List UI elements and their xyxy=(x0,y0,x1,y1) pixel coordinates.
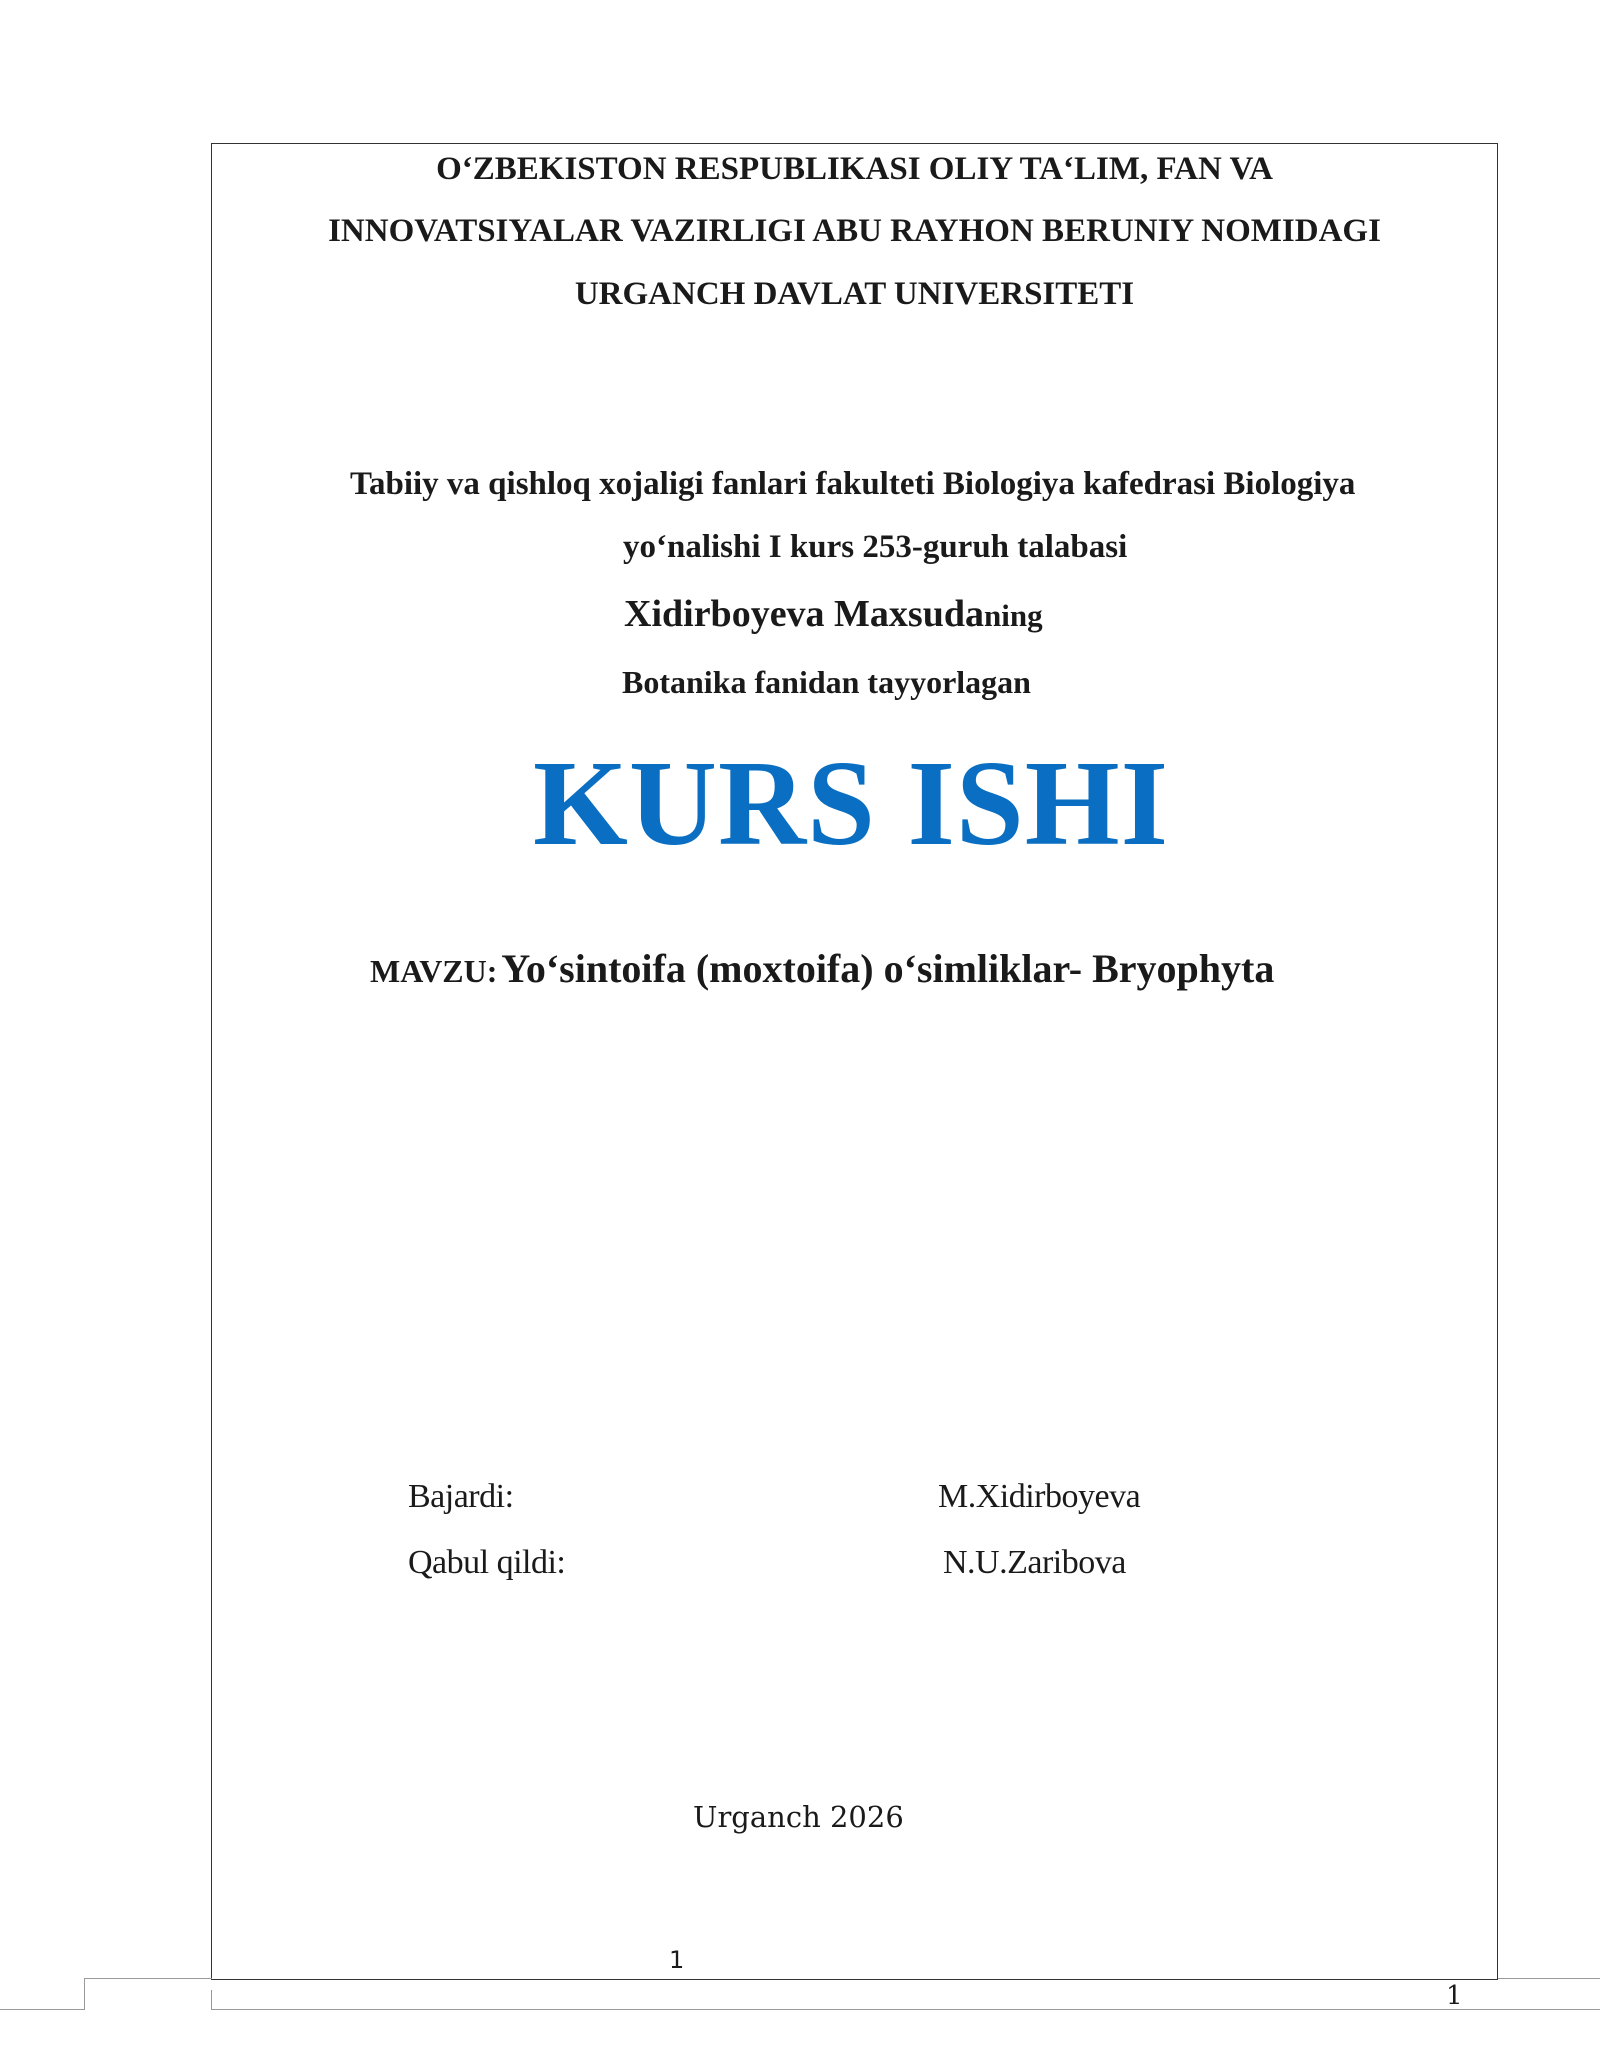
header-line-ministry-cont: INNOVATSIYALAR VAZIRLIGI ABU RAYHON BERUNIY NOMIDAGI xyxy=(328,213,1381,249)
page-border xyxy=(211,143,1498,1980)
page-number-inner: 1 xyxy=(669,1946,685,1974)
corner-mark-left xyxy=(84,1978,212,2010)
faculty-line: Tabiiy va qishloq xojaligi fanlari fakulteti Biologiya kafedrasi Biologiya xyxy=(350,466,1356,502)
header-line-university: URGANCH DAVLAT UNIVERSITETI xyxy=(574,276,1135,312)
student-name-suffix: ning xyxy=(983,598,1043,633)
topic-label: MAVZU: xyxy=(370,953,498,989)
signature-role-completed: Bajardi: xyxy=(408,1478,514,1515)
group-line: yo‘nalishi I kurs 253-guruh talabasi xyxy=(623,529,1128,565)
page-number-footer: 1 xyxy=(1446,1981,1463,2011)
topic-text: Yo‘sintoifa (moxtoifa) o‘simliklar- Bryophyta xyxy=(501,946,1275,991)
corner-mark-right xyxy=(1498,1978,1600,2010)
city-year: Urganch 2026 xyxy=(693,1800,904,1834)
document-title: KURS ISHI xyxy=(533,736,1170,871)
signature-role-accepted: Qabul qildi: xyxy=(408,1544,566,1581)
footer-tick-left xyxy=(211,1990,212,2009)
footer-rule-left xyxy=(0,2009,85,2010)
signature-name-student: M.Xidirboyeva xyxy=(938,1478,1141,1515)
signature-name-supervisor: N.U.Zaribova xyxy=(943,1544,1126,1581)
student-name xyxy=(624,592,1043,636)
topic-row xyxy=(370,945,1274,992)
footer-rule-right xyxy=(1498,2009,1600,2010)
student-name-text: Xidirboyeva Maxsuda xyxy=(624,593,984,635)
subject-line: Botanika fanidan tayyorlagan xyxy=(622,664,1031,700)
header-line-ministry: O‘ZBEKISTON RESPUBLIKASI OLIY TA‘LIM, FAN VA xyxy=(436,151,1273,187)
footer-rule xyxy=(211,2009,1498,2010)
